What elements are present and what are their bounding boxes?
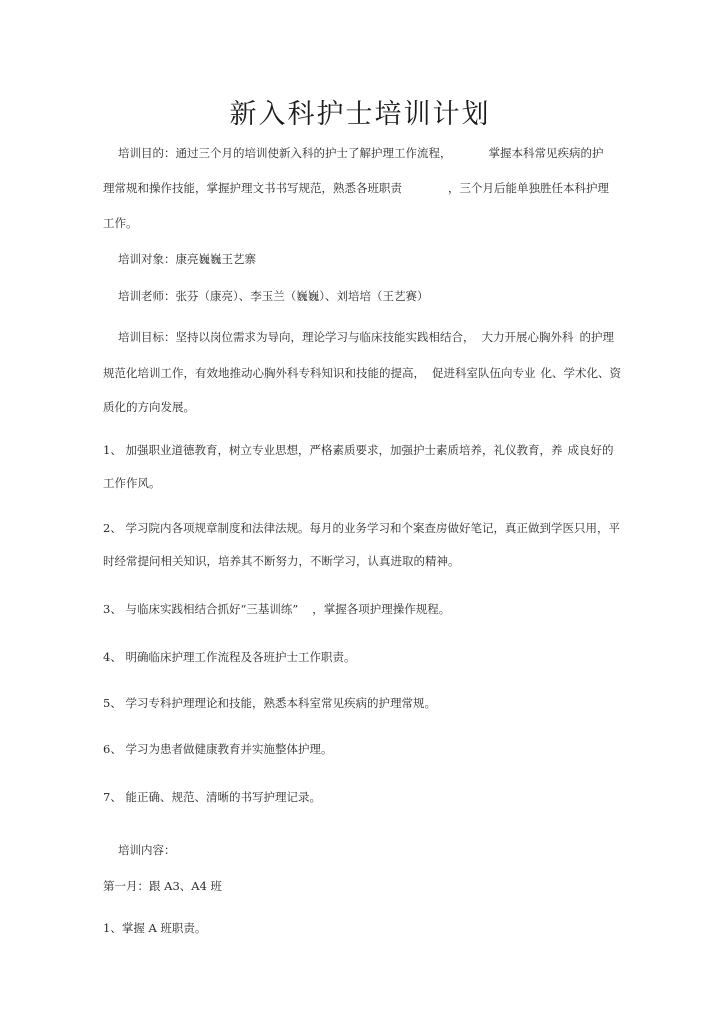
item-6: 6、 学习为患者做健康教育并实施整体护理。 bbox=[103, 742, 333, 756]
goal-text-2b: 促进科室队伍向专业 bbox=[432, 366, 536, 380]
content-heading: 培训内容： bbox=[118, 843, 176, 857]
item-1-text-b: 成良好的 bbox=[567, 443, 614, 457]
month-1-item-1: 1、掌握 A 班职责。 bbox=[103, 921, 207, 935]
goal-text-2c: 化、学术化、资 bbox=[540, 366, 621, 380]
goal-text-2a: 规范化培训工作，有效地推动心胸外科专科知识和技能的提高， bbox=[103, 366, 425, 380]
training-teachers: 培训老师：张芬（康亮）、李玉兰（巍巍）、刘培培（王艺赛） bbox=[118, 289, 429, 303]
purpose-text-1a: 培训目的：通过三个月的培训使新入科的护士了解护理工作流程， bbox=[118, 146, 452, 160]
item-3-text-b: ，掌握各项护理操作规程。 bbox=[312, 602, 451, 616]
item-3-text-a: 3、 与临床实践相结合抓好“三基训练” bbox=[103, 602, 299, 616]
document-title: 新入科护士培训计划 bbox=[229, 99, 491, 130]
month-1-heading: 第一月：跟 A3、A4 班 bbox=[103, 879, 223, 893]
item-4: 4、 明确临床护理工作流程及各班护士工作职责。 bbox=[103, 650, 356, 664]
item-1-line-2: 工作作风。 bbox=[103, 476, 161, 490]
purpose-text-2b: ，三个月后能单独胜任本科护理 bbox=[448, 181, 609, 195]
item-5: 5、 学习专科护理理论和技能，熟悉本科室常见疾病的护理常规。 bbox=[103, 696, 436, 710]
item-3 bbox=[103, 602, 450, 616]
goal-text-1b: 大力开展心胸外科 bbox=[481, 330, 574, 344]
training-target: 培训对象：康亮巍巍王艺寨 bbox=[118, 252, 256, 266]
purpose-text-2a: 理常规和操作技能，掌握护理文书书写规范，熟悉各班职责 bbox=[103, 181, 402, 195]
item-1-line-1 bbox=[103, 443, 613, 457]
goal-line-3: 质化的方向发展。 bbox=[103, 400, 195, 414]
item-2-line-1: 2、 学习院内各项规章制度和法律法规。每月的业务学习和个案查房做好笔记，真正做到学医只用，平 bbox=[103, 521, 620, 535]
purpose-line-3: 工作。 bbox=[103, 216, 138, 230]
item-7: 7、 能正确、规范、清晰的书写护理记录。 bbox=[103, 790, 321, 804]
purpose-text-1b: 掌握本科常见疾病的护 bbox=[488, 146, 604, 160]
goal-line-1 bbox=[118, 330, 614, 344]
goal-text-1c: 的护理 bbox=[579, 330, 614, 344]
purpose-line-1 bbox=[118, 146, 604, 160]
purpose-line-2 bbox=[103, 181, 609, 195]
item-2-line-2: 时经常提问相关知识，培养其不断努力，不断学习，认真进取的精神。 bbox=[103, 554, 460, 568]
goal-line-2 bbox=[103, 366, 621, 380]
goal-text-1a: 培训目标：坚持以岗位需求为导向，理论学习与临床技能实践相结合， bbox=[118, 330, 475, 344]
item-1-text-a: 1、 加强职业道德教育，树立专业思想，严格素质要求，加强护士素质培养，礼仪教育，养 bbox=[103, 443, 563, 457]
